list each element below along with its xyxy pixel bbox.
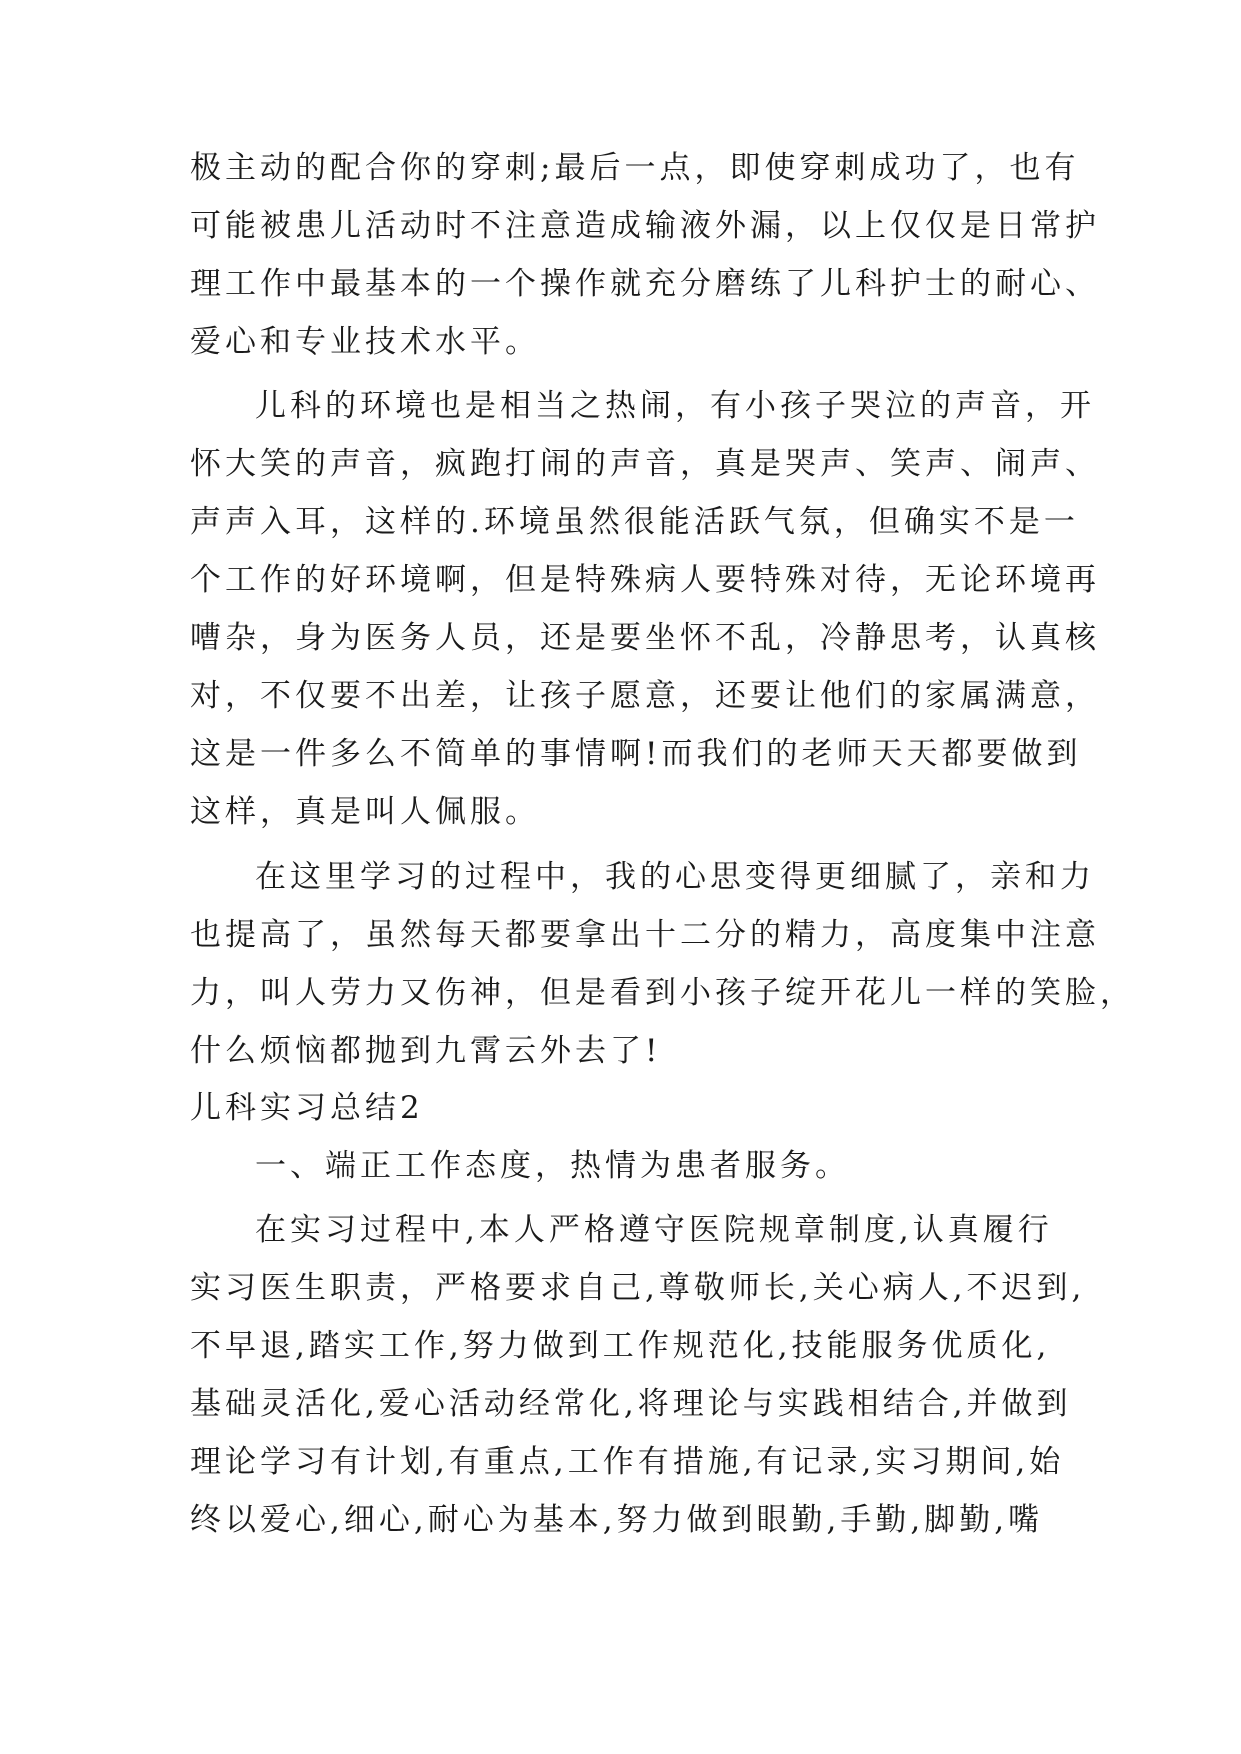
section-title: 儿科实习总结2 (190, 1090, 424, 1126)
paragraph-2-line-5: 嘈杂，身为医务人员，还是要坐怀不乱，冷静思考，认真核 (190, 620, 1100, 656)
paragraph-2-line-4: 个工作的好环境啊，但是特殊病人要特殊对待，无论环境再 (190, 562, 1100, 598)
paragraph-3-line-2: 也提高了，虽然每天都要拿出十二分的精力，高度集中注意 (190, 917, 1100, 953)
sub-heading: 一、端正工作态度，热情为患者服务。 (255, 1148, 850, 1184)
paragraph-2-line-6: 对，不仅要不出差，让孩子愿意，还要让他们的家属满意， (190, 678, 1100, 714)
paragraph-2-line-2: 怀大笑的声音，疯跑打闹的声音，真是哭声、笑声、闹声、 (190, 446, 1100, 482)
paragraph-3-line-3: 力，叫人劳力又伤神，但是看到小孩子绽开花儿一样的笑脸， (190, 975, 1135, 1011)
paragraph-1-line-3: 理工作中最基本的一个操作就充分磨练了儿科护士的耐心、 (190, 266, 1100, 302)
paragraph-3-line-4: 什么烦恼都抛到九霄云外去了! (190, 1033, 662, 1069)
paragraph-4-line-1: 在实习过程中,本人严格遵守医院规章制度,认真履行 (255, 1212, 1053, 1248)
paragraph-1-line-1: 极主动的配合你的穿刺;最后一点，即使穿刺成功了，也有 (190, 150, 1080, 186)
paragraph-4-line-4: 基础灵活化,爱心活动经常化,将理论与实践相结合,并做到 (190, 1386, 1072, 1422)
paragraph-4-line-3: 不早退,踏实工作,努力做到工作规范化,技能服务优质化, (190, 1328, 1051, 1364)
paragraph-2-line-8: 这样，真是叫人佩服。 (190, 794, 540, 830)
paragraph-3-line-1: 在这里学习的过程中，我的心思变得更细腻了，亲和力 (255, 859, 1095, 895)
paragraph-4-line-6: 终以爱心,细心,耐心为基本,努力做到眼勤,手勤,脚勤,嘴 (190, 1502, 1044, 1538)
paragraph-1-line-2: 可能被患儿活动时不注意造成输液外漏，以上仅仅是日常护 (190, 208, 1100, 244)
paragraph-4-line-5: 理论学习有计划,有重点,工作有措施,有记录,实习期间,始 (190, 1444, 1065, 1480)
paragraph-1-line-4: 爱心和专业技术水平。 (190, 324, 540, 360)
paragraph-4-line-2: 实习医生职责，严格要求自己,尊敬师长,关心病人,不迟到, (190, 1270, 1086, 1306)
paragraph-2-line-1: 儿科的环境也是相当之热闹，有小孩子哭泣的声音，开 (255, 388, 1095, 424)
paragraph-2-line-3: 声声入耳，这样的.环境虽然很能活跃气氛，但确实不是一 (190, 504, 1079, 540)
paragraph-2-line-7: 这是一件多么不简单的事情啊!而我们的老师天天都要做到 (190, 736, 1082, 772)
